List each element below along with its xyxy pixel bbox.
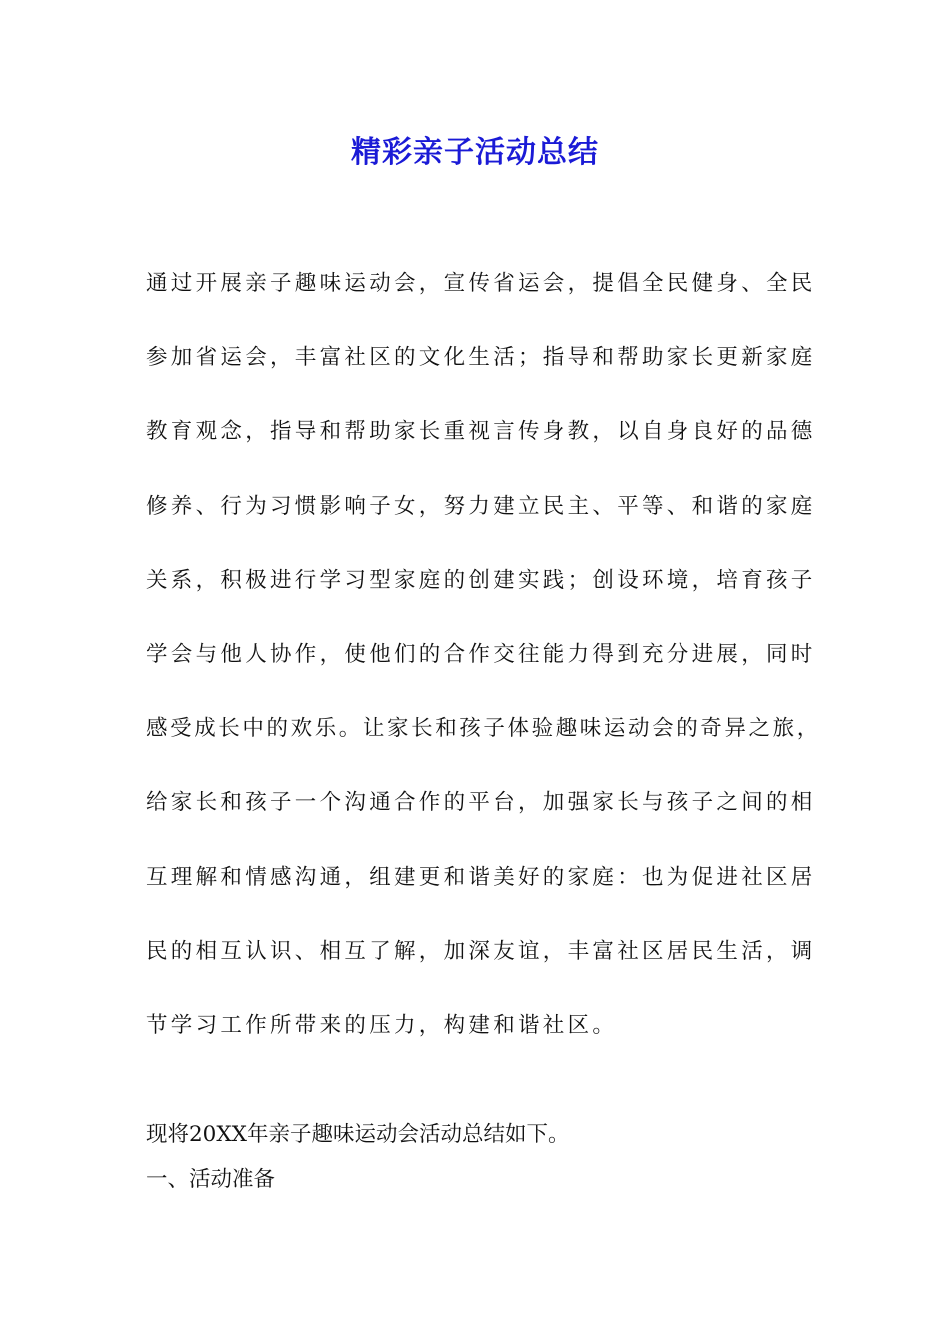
paragraph-line: 感受成长中的欢乐。让家长和孩子体验趣味运动会的奇异之旅， xyxy=(146,716,821,742)
paragraph-line: 关系，积极进行学习型家庭的创建实践；创设环境，培育孩子 xyxy=(146,567,816,593)
body-paragraph xyxy=(146,264,821,1080)
paragraph-line: 教育观念，指导和帮助家长重视言传身教，以自身良好的品德 xyxy=(146,419,816,445)
paragraph-line: 通过开展亲子趣味运动会，宣传省运会，提倡全民健身、全民 xyxy=(146,271,816,296)
document-title: 精彩亲子活动总结 xyxy=(351,135,599,170)
paragraph-line: 参加省运会，丰富社区的文化生活；指导和帮助家长更新家庭 xyxy=(146,345,816,371)
paragraph-line: 学会与他人协作，使他们的合作交往能力得到充分进展，同时 xyxy=(146,641,816,667)
paragraph-line: 互理解和情感沟通，组建更和谐美好的家庭：也为促进社区居 xyxy=(146,864,816,890)
paragraph-line: 给家长和孩子一个沟通合作的平台，加强家长与孩子之间的相 xyxy=(146,790,816,816)
summary-intro: 现将20XX年亲子趣味运动会活动总结如下。 xyxy=(146,1122,570,1147)
paragraph-line: 节学习工作所带来的压力，构建和谐社区。 xyxy=(146,1012,618,1038)
paragraph-line: 修养、行为习惯影响子女，努力建立民主、平等、和谐的家庭 xyxy=(146,493,816,519)
paragraph-line: 民的相互认识、相互了解，加深友谊，丰富社区居民生活，调 xyxy=(146,938,816,964)
section-heading: 一、活动准备 xyxy=(146,1167,276,1192)
